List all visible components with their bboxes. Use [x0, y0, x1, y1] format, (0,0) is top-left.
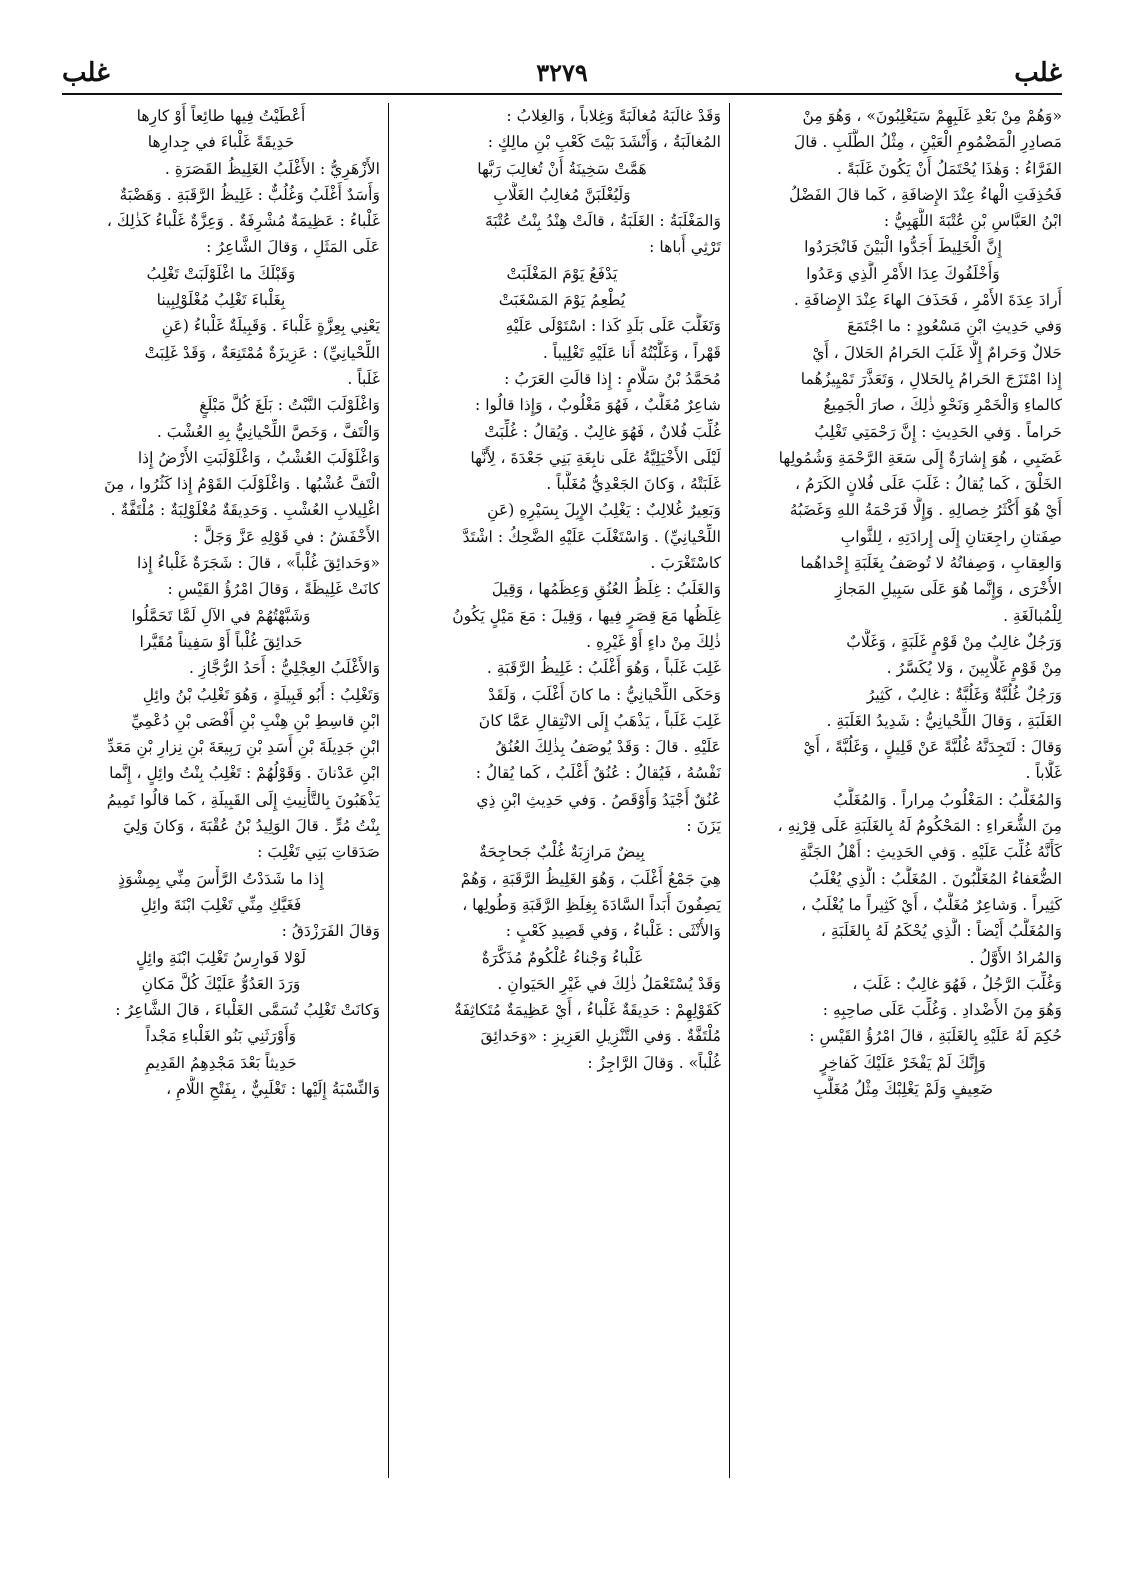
- verse-line: يَدْفَعُ يَوْمَ المَغْلَبَتْ: [506, 264, 618, 283]
- text-line: وَالأَغْلَبُ العِجْلِيُّ : أَحَدُ الرُّجَّازِ .: [189, 659, 380, 678]
- text-line: وَغُلِّبَ الرَّجُلُ ، فَهُوَ غالِبٌ : غَلَبَ ،: [852, 974, 1062, 993]
- verse-line: وَإِنَّكَ لَمْ يَفْخَرْ عَلَيْكَ كَفاخِرٍ: [820, 1053, 986, 1072]
- text-line: ذٰلِكَ مِنْ داءٍ أَوْ غَيْرِهِ .: [586, 632, 721, 651]
- text-line: كَقَوْلِهِمْ : حَدِيقَةٌ غَلْباءُ ، أَيْ عَظِيمَةٌ مُتَكاثِفَةٌ: [454, 1001, 721, 1020]
- text-line: وَالمُغَلَّبُ أَيْضاً : الَّذِي يُحْكَمُ لَهُ بِالغَلَبَةِ ،: [820, 922, 1062, 941]
- text-line: مُلْتَفَّةٌ . وَفي التَّنْزِيلِ العَزِيزِ : «وَحَدائِقَ: [480, 1027, 721, 1046]
- text-line: يَصِفُونَ أَبَداً السَّادَةَ بِغِلَظِ الرَّقَبَةِ وَطُولِها ،: [462, 895, 721, 914]
- text-line: شاعِرٌ مُغَلَّبٌ ، فَهُوَ مَغْلُوبٌ ، وَإِذا قالُوا :: [474, 396, 721, 415]
- text-line: غَلَّاباً .: [1025, 764, 1062, 783]
- text-line: كاسْتَغْرَبَ .: [650, 554, 721, 573]
- text-line: وَاغْلَوْلَبَ العُشْبُ ، وَاغْلَوْلَبَتِ الأَرْضُ إِذا: [137, 448, 380, 467]
- text-line: المُغالَبَةُ ، وَأَنْشَدَ بَيْتَ كَعْبِ بْنِ مالِكٍ :: [487, 133, 721, 152]
- text-columns: [62, 103, 1062, 1478]
- verse-line: أَعْطَيْتُ فِيها طائِعاً أَوْ كارِها: [136, 107, 306, 125]
- verse-line: وَأَخْلَفُوكَ عِدَا الأَمْرِ الَّذِي وَعَدُوا: [806, 264, 1000, 283]
- text-line: نَفْسُهُ ، فَيُقالُ : عُنُقٌ أَغْلَبُ ، كَما يُقالُ :: [475, 764, 721, 783]
- text-line: أَرادَ عِدَةَ الأَمْرِ ، فَحَذَفَ الهاءَ عِنْدَ الإِضافَةِ .: [793, 291, 1062, 310]
- verse-line: حَدِيقَةً غَلْباءَ في جِدارِها: [147, 133, 295, 152]
- text-line: كَأَنَّهُ غُلِّبَ عَلَيْهِ . وَفي الحَدِيثِ : أَهْلُ الجَنَّةِ: [799, 843, 1062, 862]
- text-line: حَراماً . وَفي الحَدِيثِ : إِنَّ رَحْمَتِي تَغْلِبُ: [814, 422, 1062, 441]
- text-line: يَزَنَ :: [686, 817, 721, 836]
- text-line: الضُّعَفاءُ المُغَلَّبُونَ . المُغَلَّبُ : الَّذِي يُغْلَبُ: [809, 869, 1062, 888]
- text-line: كالماءِ وَالْخَمْرِ وَنَحْوِ ذٰلِكَ ، صارَ الْجَمِيعُ: [823, 396, 1062, 415]
- text-line: فَحُذِفَتِ الْهاءُ عِنْدَ الإِضافَةِ ، كَما قالَ الفَضْلُ: [789, 185, 1062, 204]
- text-line: تَرْثِي أَباها :: [649, 238, 721, 257]
- text-line: يَعْنِي بِعِزَّةٍ غَلْباءَ . وَقَبِيلَةٌ غَلْباءُ (عَنِ: [161, 317, 380, 336]
- text-line: عَلَيْهِ . قالَ : وَقَدْ يُوصَفُ بِذٰلِكَ العُنُقُ: [495, 738, 721, 757]
- text-line: وَالأُنْثَى : غَلْباءُ ، وَفي قَصِيدِ كَعْبٍ :: [505, 922, 721, 941]
- verse-line: غَلْباءُ وَجْناءُ عُلْكُومٌ مُذَكَّرَةٌ: [481, 948, 643, 967]
- text-line: ابْنِ عَدْنانَ . وَقَوْلُهُمْ : تَغْلِبُ بِنْتُ وائِلٍ ، إِنَّما: [109, 764, 380, 783]
- text-line: غَلَبَتْهُ ، وَكانَ الجَعْدِيُّ مُغَلَّباً .: [546, 475, 721, 494]
- text-line: يَذْهَبُونَ بِالتَّأْنِيثِ إِلَى القَبِيلَةِ ، كَما قالُوا تَمِيمُ: [106, 790, 380, 809]
- text-line: الفَرَّاءُ : وَهٰذَا يُحْتَمَلُ أَنْ يَكُونَ غَلَبَةً .: [837, 159, 1062, 178]
- verse-line: هَمَّتْ سَخِينَةُ أَنْ تُغالِبَ رَبَّها: [477, 159, 647, 178]
- verse-line: إِنَّ الْخَلِيطَ أَجَدُّوا الْبَيْنَ فَانْجَرَدُوا: [804, 238, 1002, 257]
- text-line: كَثِيراً . وَشاعِرٌ مُغَلَّبٌ ، أَيْ كَثِيراً ما يُغْلَبُ ،: [801, 895, 1062, 914]
- text-line: غَلْباءُ : عَظِيمَةٌ مُشْرِفَةٌ . وَعِزَّةٌ غَلْباءُ كَذٰلِكَ ،: [106, 212, 380, 231]
- text-line: الخَلْقَ ، كَما يُقالُ : غَلَبَ عَلَى فُلانٍ الكَرَمُ ،: [794, 475, 1062, 494]
- text-line: وَقالَ الفَرَزْدَقُ :: [281, 922, 380, 941]
- text-line: ابْنُ العَبَّاسِ بْنِ عُتْبَةَ اللَّهَبِيُّ :: [883, 212, 1062, 231]
- page-number: ٣٢٧٩: [536, 58, 588, 87]
- text-line: هِيَ جَمْعُ أَغْلَبَ ، وَهُوَ الغَلِيظُ الرَّقَبَةِ ، وَهُمْ: [460, 869, 721, 888]
- column-right: [744, 103, 1062, 1478]
- text-line: وَالنِّسْبَةُ إِلَيْها : تَغْلَبِيٌّ ، بِفَتْحِ اللَّامِ ،: [166, 1079, 380, 1098]
- text-line: مَصادِرِ الْمَضْمُومِ الْعَيْنِ ، مِثْلُ الطَّلَبِ . قالَ: [793, 133, 1062, 152]
- text-line: حُكِمَ لَهُ عَلَيْهِ بِالغَلَبَةِ ، قالَ امْرُؤُ القَيْسِ :: [809, 1027, 1062, 1046]
- text-line: غَلِبَ غَلَباً ، وَهُوَ أَغْلَبُ : غَلِيظُ الرَّقَبَةِ .: [486, 659, 721, 678]
- text-line: كانَتْ غَلِيظَةً ، وَقالَ امْرُؤُ القَيْسِ :: [167, 580, 380, 599]
- column-middle: [403, 103, 721, 1478]
- text-line: مِنْ قَوْمٍ غَلَّابِينَ ، وَلا يُكَسَّرُ .: [886, 659, 1062, 678]
- text-line: مِنَ الشُّعَراءِ : المَحْكُومُ لَهُ بِالغَلَبَةِ عَلَى قِرْنِهِ ،: [777, 817, 1062, 836]
- text-line: وَاغْلَوْلَبَ النَّبْتُ : بَلَغَ كُلَّ مَبْلَغٍ: [199, 396, 380, 415]
- verse-line: حَدائِقَ غُلْباً أَوْ سَفِيناً مُقَيَّرا: [139, 632, 303, 651]
- text-line: الغَلَبَةِ ، وَقالَ اللِّحْيانِيُّ : شَدِيدُ الغَلَبَةِ .: [826, 711, 1062, 730]
- headword-left: غلب: [62, 58, 110, 88]
- text-line: وَهُوَ مِنَ الأَضْدادِ . وَغُلِّبَ عَلَى صاحِبِهِ :: [822, 1001, 1062, 1020]
- text-line: إِذا امْتَزَجَ الحَرامُ بِالحَلالِ ، وَتَعَذَّرَ تَمْيِيزُهُما: [800, 369, 1062, 388]
- text-line: غَلَباً .: [347, 369, 380, 388]
- text-line: مُحَمَّدُ بْنُ سَلَّامٍ : إِذا قالَتِ العَرَبُ :: [504, 369, 721, 388]
- text-line: صِفَتانِ راجِعَتانِ إِلَى إِرادَتِهِ ، لِلثَّوابِ: [840, 527, 1062, 546]
- text-line: وَرَجُلٌ غُلُبَّةٌ وَغَلُبَّةٌ : غالِبٌ ، كَثِيرُ: [866, 685, 1062, 704]
- text-line: الأَزْهَرِيُّ : الأَغْلَبُ الغَلِيظُ القَصَرَةِ .: [164, 159, 380, 178]
- text-line: وَتَغْلِبُ : أَبُو قَبِيلَةٍ ، وَهُوَ تَغْلِبُ بْنُ وائِلِ: [142, 685, 380, 704]
- column-left: [62, 103, 380, 1478]
- verse-line: إِذا ما شَدَدْتُ الرَّأْسَ مِنِّي بِمِشْوَذٍ: [118, 869, 324, 888]
- text-line: وَالغَلَبُ : غِلَظُ العُنُقِ وَعِظَمُها ، وَقِيلَ: [491, 580, 721, 599]
- text-line: وَالعِقابِ ، وَصِفاتُهُ لا تُوصَفُ بِغَلَبَةِ إِحْداهُما: [800, 554, 1062, 573]
- verse-line: وَأَوْرَثَنِي بَنُو الغَلْباءِ مَجْداً: [145, 1027, 297, 1046]
- text-line: لَيْلَى الأَخْيَلِيَّةُ عَلَى نابِغَةِ بَنِي جَعْدَةَ ، لِأَنَّها: [470, 448, 721, 467]
- verse-line: وَلَيُغْلَبَنَّ مُغالِبُ الغَلَّابِ: [493, 185, 631, 204]
- text-line: غُلْباً» . وَقالَ الرَّاجِزُ :: [587, 1053, 721, 1072]
- text-line: وَبَعِيرٌ غُلالِبٌ : يَغْلِبُ الإِبِلَ بِسَيْرِهِ (عَنِ: [487, 501, 721, 520]
- text-line: وَفي حَدِيثِ ابْنِ مَسْعُودٍ : ما اجْتَمَعَ: [847, 317, 1062, 336]
- page-header: [62, 58, 1062, 94]
- text-line: ابْنِ جَدِيلَةَ بْنِ أَسَدِ بْنِ رَبِيعَةَ بْنِ نِزارِ بْنِ مَعَدِّ: [107, 738, 380, 757]
- text-line: وَأَسَدٌ أَغْلَبُ وَغُلُبٌّ : غَلِيظُ الرَّقَبَةِ . وَهَضْبَةٌ: [119, 185, 380, 204]
- text-line: «وَحَدائِقَ غُلْباً» ، قالَ : شَجَرَةٌ غَلْباءُ إِذا: [136, 554, 380, 573]
- text-line: وَتَغَلَّبَ عَلَى بَلَدِ كَذا : اسْتَوْلَى عَلَيْهِ: [505, 317, 721, 336]
- header-rule: [62, 93, 1062, 95]
- verse-line: وَقَبْلَكَ ما اغْلَوْلَبَتْ تَغْلِبُ: [146, 264, 296, 283]
- text-line: «وَهُمْ مِنْ بَعْدِ غَلَبِهِمْ سَيَغْلِبُونَ» ، وَهُوَ مِنْ: [802, 107, 1062, 125]
- text-line: وَالمُرادُ الأَوَّلُ .: [969, 948, 1062, 967]
- text-line: الأَخْفَشُ : في قَوْلِهِ عَزَّ وَجَلَّ :: [193, 527, 380, 546]
- verse-line: ضَعِيفٍ وَلَمْ يَغْلِبْكَ مِثْلُ مُغَلَّبِ: [812, 1079, 994, 1098]
- text-line: وَالْتَفَّ ، وَخَصَّ اللِّحْيانِيُّ بِهِ العُشْبَ .: [156, 422, 380, 441]
- text-line: غِلَظُها مَعَ قِصَرٍ فِيها ، وَقِيلَ : مَعَ مَيْلٍ يَكُونُ: [452, 606, 721, 625]
- text-line: وَالمَغْلَبَةُ : الغَلَبَةُ ، قالَتْ هِنْدُ بِنْتُ عُتْبَةَ: [484, 212, 721, 231]
- text-line: وَقَدْ يُسْتَعْمَلُ ذٰلِكَ في غَيْرِ الحَيَوانِ .: [497, 974, 721, 993]
- text-line: الأُخْرَى ، وَإِنَّما هُوَ عَلَى سَبِيلِ المَجازِ: [835, 580, 1062, 599]
- text-line: وَقَدْ غالَبَهُ مُغالَبَةً وَغِلاباً ، وَالغِلابُ :: [506, 107, 721, 125]
- verse-line: وَشَبَّهْتُهُمْ في الآلِ لَمَّا تَحَمَّلُوا: [131, 606, 311, 625]
- verse-line: يُطْعِمُ يَوْمَ المَسْغَبَتْ: [498, 291, 626, 310]
- verse-line: وَرَدَ العَدُوُّ عَلَيْكَ كُلَّ مَكانِ: [141, 974, 301, 993]
- verse-line: بِيضٌ مَرازِبَةٌ غُلْبٌ جَحاجِحَةٌ: [479, 843, 645, 862]
- text-line: لِلْمُبالَغَةِ .: [1003, 606, 1062, 625]
- text-line: بِنْتُ مُرٍّ . قالَ الوَلِيدُ بْنُ عُقْبَةَ ، وَكانَ وَلِيَ: [122, 817, 380, 836]
- text-line: وَكانَتْ تَغْلِبُ تُسَمَّى الغَلْباءَ ، قالَ الشَّاعِرُ :: [115, 1001, 380, 1020]
- text-line: وَرَجُلٌ غالِبٌ مِنْ قَوْمٍ غَلَبَةٍ ، وَغَلَّابٌ: [846, 632, 1062, 651]
- text-line: وَالمُغَلَّبُ : المَغْلُوبُ مِراراً . وَالمُغَلَّبُ: [833, 790, 1062, 809]
- text-line: اغْلِيلابِ العُشْبِ . وَحَدِيقَةٌ مُغْلَوْلِبَةٌ : مُلْتَفَّةٌ .: [110, 501, 380, 520]
- text-line: اللِّحْيانِيِّ) . وَاسْتَغْلَبَ عَلَيْهِ الضَّحِكُ : اشْتَدَّ: [462, 527, 721, 546]
- text-line: غُلِّبَ فُلانٌ ، فَهُوَ غالِبٌ . وَيُقالُ : غُلِّبَتْ: [484, 422, 721, 441]
- verse-line: حَدِيثاً بَعْدَ مَجْدِهِمُ القَدِيمِ: [145, 1053, 297, 1072]
- text-line: عَلَى المَثَلِ ، وَقالَ الشَّاعِرُ :: [206, 238, 380, 257]
- text-line: حَلالٌ وَحَرامٌ إِلَّا غَلَبَ الحَرامُ الحَلالَ ، أَيْ: [812, 343, 1062, 362]
- text-line: غَضَبِي ، هُوَ إِشارَةٌ إِلَى سَعَةِ الرَّحْمَةِ وَشُمُولِها: [778, 448, 1062, 467]
- text-line: الْتَفَّ عُشْبُها . وَاغْلَوْلَبَ القَوْمُ إِذا كَثُرُوا ، مِنَ: [104, 475, 380, 494]
- text-line: غَلِبَ غَلَباً ، يَذْهَبُ إِلَى الانْتِقالِ عَمَّا كانَ: [478, 711, 721, 730]
- text-line: عُنُقٌ أَجْيَدُ وَأَوْقَصُ . وَفي حَدِيثِ ابْنِ ذِي: [476, 790, 721, 809]
- headword-right: غلب: [1014, 58, 1062, 88]
- text-line: وَحَكَى اللِّحْيانِيُّ : ما كانَ أَغْلَبَ ، وَلَقَدْ: [488, 685, 721, 704]
- text-line: قَهْراً ، وَغَلَّبْتُهُ أَنا عَلَيْهِ تَغْلِيباً .: [542, 343, 721, 362]
- verse-line: فَغَيَّكِ مِنِّي تَغْلِبَ ابْنَةَ وائِلِ: [140, 895, 302, 914]
- text-line: وَقالَ : لَتَجِدَنَّهُ غُلُبَّةً عَنْ قَلِيلٍ ، وَغَلُبَّةً ، أَيْ: [803, 738, 1062, 757]
- verse-line: بِغَلْباءَ تَغْلِبُ مُغْلَوْلِبِينا: [156, 291, 286, 310]
- text-line: صَدَقاتِ بَنِي تَغْلِبَ :: [257, 843, 380, 862]
- text-line: اللِّحْيانِيِّ) : عَزِيزَةٌ مُمْتَنِعَةٌ ، وَقَدْ غَلِبَتْ: [144, 343, 380, 362]
- text-line: أَيْ هُوَ أَكْثَرُ خِصالِهِ . وَإِلَّا فَرَحْمَةُ اللهِ وَغَضَبُهُ: [789, 501, 1062, 520]
- verse-line: لَوْلا فَوارِسُ تَغْلِبَ ابْنَةِ وائِلٍ: [135, 948, 307, 967]
- text-line: ابْنِ قاسِطِ بْنِ هِنْبِ بْنِ أَفْصَى بْنِ دُعْمِيِّ: [131, 711, 380, 730]
